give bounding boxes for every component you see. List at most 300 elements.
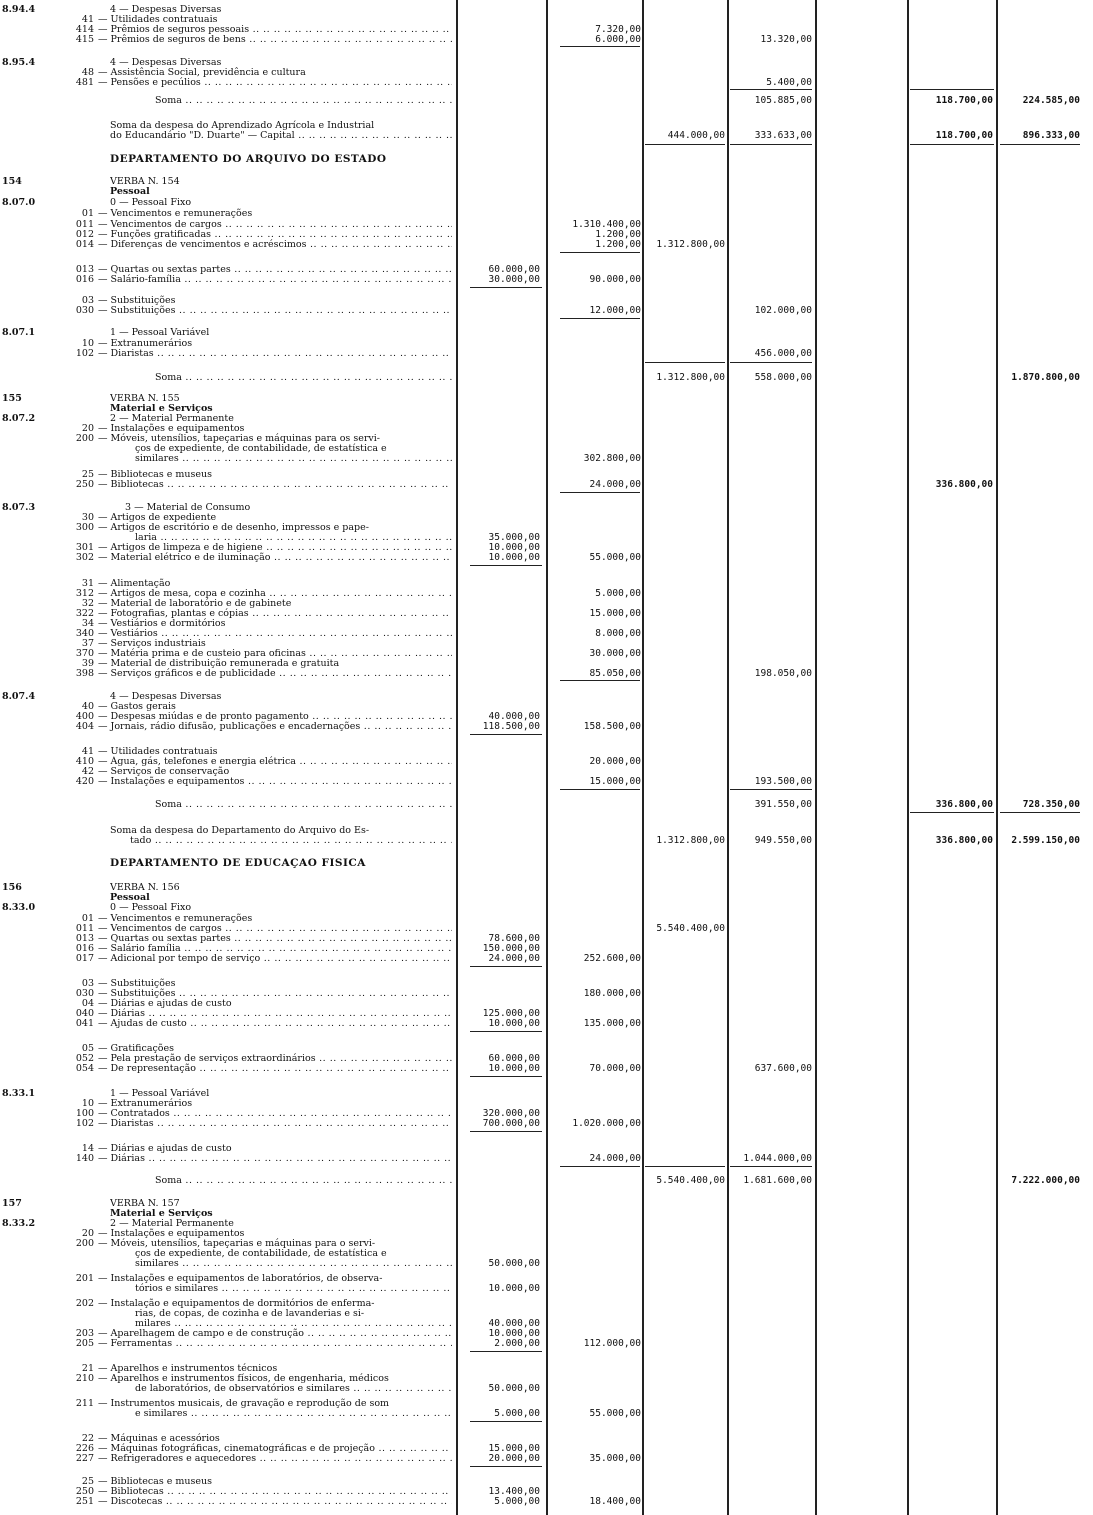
amount-cell: 18.400,00: [589, 1496, 641, 1507]
row-number: 40: [81, 701, 94, 712]
row-description: — Gratificações: [98, 1043, 175, 1054]
row-number: 040: [75, 1008, 94, 1019]
row-description: Material e Serviços: [110, 403, 213, 414]
row-description: 4 — Despesas Diversas: [110, 57, 222, 68]
row-description: — Fotografias, plantas e cópias .. ..: [98, 608, 452, 619]
row-description: 3 — Material de Consumo: [125, 502, 251, 513]
row-description: — Contratados .. ..: [98, 1108, 452, 1119]
amount-cell: 949.550,00: [754, 835, 812, 846]
amount-cell: 10.000,00: [488, 1063, 540, 1074]
subtotal-rule: [470, 1421, 542, 1422]
row-description: — Máquinas e acessórios: [98, 1433, 220, 1444]
row-description: Soma da despesa do Aprendizado Agrícola e Industrial: [110, 120, 375, 131]
row-description: — Vencimentos de cargos .. ..: [98, 923, 452, 934]
row-number: 013: [75, 264, 94, 275]
amount-cell: 50.000,00: [488, 1383, 540, 1394]
row-number: 21: [81, 1363, 94, 1374]
row-description: — Substituições .. ..: [98, 305, 452, 316]
row-number: 030: [75, 988, 94, 999]
table-row: [0, 835, 1093, 846]
amount-cell: 118.700,00: [935, 130, 993, 141]
table-row: [0, 1063, 1093, 1074]
row-description: — Jornais, rádio difusão, publicações e encadernações .. ..: [98, 721, 452, 732]
amount-cell: 320.000,00: [482, 1108, 540, 1119]
row-number: 302: [75, 552, 94, 563]
amount-cell: 1.681.600,00: [743, 1175, 812, 1186]
table-row: [0, 274, 1093, 285]
row-description: — Aparelhos e instrumentos físicos, de engenharia, médicos: [98, 1373, 389, 1384]
amount-cell: 15.000,00: [488, 1443, 540, 1454]
row-number: 200: [75, 433, 94, 444]
row-code: 154: [2, 176, 22, 187]
row-description: Pessoal: [110, 186, 150, 197]
row-description: similares .. ..: [135, 453, 452, 464]
row-number: 102: [75, 348, 94, 359]
amount-cell: 1.044.000,00: [743, 1153, 812, 1164]
amount-cell: 193.500,00: [754, 776, 812, 787]
row-code: 8.07.3: [2, 502, 36, 513]
amount-cell: 105.885,00: [754, 95, 812, 106]
row-description: — Água, gás, telefones e energia elétrica .. ..: [98, 756, 452, 767]
amount-cell: 5.540.400,00: [656, 923, 725, 934]
row-number: 481: [75, 77, 94, 88]
amount-cell: 125.000,00: [482, 1008, 540, 1019]
amount-cell: 1.870.800,00: [1011, 372, 1080, 383]
row-description: DEPARTAMENTO DE EDUCAÇÃO FÍSICA: [110, 858, 366, 869]
row-description: Pessoal: [110, 892, 150, 903]
row-description: — Instalações e equipamentos de laboratórios, de observa-: [98, 1273, 383, 1284]
amount-cell: 20.000,00: [488, 1453, 540, 1464]
subtotal-rule: [560, 252, 640, 253]
row-number: 030: [75, 305, 94, 316]
row-description: — Artigos de expediente: [98, 512, 217, 523]
amount-cell: 2.000,00: [494, 1338, 540, 1349]
subtotal-rule: [1000, 812, 1080, 813]
row-number: 102: [75, 1118, 94, 1129]
row-description: similares .. ..: [135, 1258, 452, 1269]
subtotal-rule: [910, 89, 994, 90]
row-number: 30: [81, 512, 94, 523]
row-description: — Salário-família .. ..: [98, 274, 452, 285]
amount-cell: 112.000,00: [583, 1338, 641, 1349]
row-number: 404: [75, 721, 94, 732]
subtotal-rule: [470, 1031, 542, 1032]
subtotal-rule: [470, 1351, 542, 1352]
row-description: — Gastos gerais: [98, 701, 176, 712]
row-number: 05: [81, 1043, 94, 1054]
row-description: — Diárias .. ..: [98, 1008, 452, 1019]
row-description: — Móveis, utensílios, tapeçarias e máquinas para o servi-: [98, 1238, 376, 1249]
table-row: [0, 479, 1093, 490]
amount-cell: 13.400,00: [488, 1486, 540, 1497]
row-number: 42: [81, 766, 94, 777]
row-description: rias, de copas, de cozinha e de lavanderias e si-: [135, 1308, 365, 1319]
row-code: 8.07.1: [2, 327, 36, 338]
amount-cell: 10.000,00: [488, 1018, 540, 1029]
subtotal-rule: [730, 362, 812, 363]
table-row: [0, 197, 1093, 208]
row-number: 48: [81, 67, 94, 78]
row-number: 414: [75, 24, 94, 35]
row-number: 205: [75, 1338, 94, 1349]
amount-cell: 40.000,00: [488, 1318, 540, 1329]
row-description: ços de expediente, de contabilidade, de estatística e: [135, 1248, 387, 1259]
amount-cell: 12.000,00: [589, 305, 641, 316]
amount-cell: 896.333,00: [1022, 130, 1080, 141]
row-description: — Instrumentos musicais, de gravação e reprodução de som: [98, 1398, 390, 1409]
subtotal-rule: [560, 318, 640, 319]
subtotal-rule: [470, 966, 542, 967]
row-description: — Instalações e equipamentos: [98, 1228, 245, 1239]
row-number: 03: [81, 295, 94, 306]
amount-cell: 150.000,00: [482, 943, 540, 954]
row-description: VERBA N. 154: [110, 176, 180, 187]
row-number: 04: [81, 998, 94, 1009]
amount-cell: 336.800,00: [935, 799, 993, 810]
row-number: 01: [81, 208, 94, 219]
row-description: — Pela prestação de serviços extraordinários .. ..: [98, 1053, 452, 1064]
row-description: Soma .. ..: [155, 95, 452, 106]
subtotal-rule: [470, 734, 542, 735]
table-row: [0, 1018, 1093, 1029]
row-description: — Extranumerários: [98, 338, 193, 349]
subtotal-rule: [470, 1466, 542, 1467]
row-description: DEPARTAMENTO DO ARQUIVO DO ESTADO: [110, 154, 387, 165]
subtotal-rule: [560, 492, 640, 493]
amount-cell: 15.000,00: [589, 608, 641, 619]
amount-cell: 391.550,00: [754, 799, 812, 810]
row-number: 011: [75, 219, 94, 230]
amount-cell: 8.000,00: [595, 628, 641, 639]
row-number: 140: [75, 1153, 94, 1164]
amount-cell: 10.000,00: [488, 1283, 540, 1294]
table-row: [0, 34, 1093, 45]
amount-cell: 2.599.150,00: [1011, 835, 1080, 846]
row-description: — Assistência Social, previdência e cultura: [98, 67, 306, 78]
row-number: 14: [81, 1143, 94, 1154]
row-description: VERBA N. 155: [110, 393, 180, 404]
amount-cell: 637.600,00: [754, 1063, 812, 1074]
row-description: — Bibliotecas e museus: [98, 1476, 212, 1487]
row-number: 20: [81, 1228, 94, 1239]
row-description: — Móveis, utensílios, tapeçarias e máquinas para os servi-: [98, 433, 380, 444]
row-description: — Diaristas .. ..: [98, 348, 452, 359]
amount-cell: 7.320,00: [595, 24, 641, 35]
amount-cell: 252.600,00: [583, 953, 641, 964]
row-number: 25: [81, 469, 94, 480]
table-row: [0, 186, 1093, 197]
row-code: 8.33.0: [2, 902, 36, 913]
row-number: 202: [75, 1298, 94, 1309]
amount-cell: 102.000,00: [754, 305, 812, 316]
subtotal-rule: [730, 789, 812, 790]
row-number: 370: [75, 648, 94, 659]
row-description: — Discotecas .. ..: [98, 1496, 452, 1507]
amount-cell: 1.312.800,00: [656, 239, 725, 250]
row-description: milares .. ..: [135, 1318, 452, 1329]
row-code: 8.33.1: [2, 1088, 36, 1099]
row-number: 410: [75, 756, 94, 767]
row-number: 017: [75, 953, 94, 964]
row-description: — Funções gratificadas .. ..: [98, 229, 452, 240]
table-row: [0, 1283, 1093, 1294]
row-description: — Serviços de conservação: [98, 766, 230, 777]
row-description: 0 — Pessoal Fixo: [110, 902, 192, 913]
row-description: Soma .. ..: [155, 799, 452, 810]
amount-cell: 118.700,00: [935, 95, 993, 106]
row-description: — Aparelhagem de campo e de construção .. ..: [98, 1328, 452, 1339]
table-row: [0, 1496, 1093, 1507]
row-number: 211: [75, 1398, 94, 1409]
subtotal-rule: [560, 680, 640, 681]
row-description: — Substituições: [98, 978, 176, 989]
amount-cell: 336.800,00: [935, 835, 993, 846]
row-description: de laboratórios, de observatórios e similares .. ..: [135, 1383, 452, 1394]
table-row: [0, 1118, 1093, 1129]
row-description: — Diárias e ajudas de custo: [98, 1143, 232, 1154]
row-description: — Quartas ou sextas partes .. ..: [98, 264, 452, 275]
table-row: [0, 1338, 1093, 1349]
subtotal-rule: [910, 144, 994, 145]
row-description: — Instalações e equipamentos: [98, 423, 245, 434]
row-description: — Substituições: [98, 295, 176, 306]
amount-cell: 50.000,00: [488, 1258, 540, 1269]
row-code: 155: [2, 393, 22, 404]
row-number: 054: [75, 1063, 94, 1074]
table-row: [0, 1153, 1093, 1164]
amount-cell: 55.000,00: [589, 552, 641, 563]
amount-cell: 24.000,00: [589, 479, 641, 490]
subtotal-rule: [730, 89, 812, 90]
table-row: [0, 1258, 1093, 1269]
amount-cell: 90.000,00: [589, 274, 641, 285]
amount-cell: 158.500,00: [583, 721, 641, 732]
row-description: Soma da despesa do Departamento do Arquivo do Es-: [110, 825, 370, 836]
row-number: 37: [81, 638, 94, 649]
amount-cell: 118.500,00: [482, 721, 540, 732]
amount-cell: 1.200,00: [595, 239, 641, 250]
row-number: 201: [75, 1273, 94, 1284]
table-row: [0, 305, 1093, 316]
subtotal-rule: [560, 789, 640, 790]
row-number: 41: [81, 746, 94, 757]
row-number: 041: [75, 1018, 94, 1029]
amount-cell: 444.000,00: [667, 130, 725, 141]
amount-cell: 135.000,00: [583, 1018, 641, 1029]
row-number: 100: [75, 1108, 94, 1119]
amount-cell: 302.800,00: [583, 453, 641, 464]
row-description: 1 — Pessoal Variável: [110, 1088, 210, 1099]
row-number: 300: [75, 522, 94, 533]
row-description: — Máquinas fotográficas, cinematográficas e de projeção .. ..: [98, 1443, 452, 1454]
table-row: [0, 327, 1093, 338]
amount-cell: 336.800,00: [935, 479, 993, 490]
subtotal-rule: [470, 565, 542, 566]
amount-cell: 35.000,00: [589, 1453, 641, 1464]
row-description: 4 — Despesas Diversas: [110, 691, 222, 702]
table-row: [0, 1383, 1093, 1394]
row-description: — Salário família .. ..: [98, 943, 452, 954]
table-row: [0, 902, 1093, 913]
row-description: tórios e similares .. ..: [135, 1283, 452, 1294]
amount-cell: 6.000,00: [595, 34, 641, 45]
table-row: [0, 552, 1093, 563]
table-row: [0, 77, 1093, 88]
table-row: [0, 721, 1093, 732]
row-description: — Extranumerários: [98, 1098, 193, 1109]
row-description: — Diaristas .. ..: [98, 1118, 452, 1129]
row-description: — Ajudas de custo .. ..: [98, 1018, 452, 1029]
row-description: 2 — Material Permanente: [110, 413, 234, 424]
amount-cell: 10.000,00: [488, 1328, 540, 1339]
table-row: [0, 1408, 1093, 1419]
amount-cell: 78.600,00: [488, 933, 540, 944]
row-number: 011: [75, 923, 94, 934]
row-description: — Utilidades contratuais: [98, 746, 218, 757]
table-row: [0, 858, 1093, 869]
row-description: — Vestiários .. ..: [98, 628, 452, 639]
row-description: — Serviços gráficos e de publicidade .. ..: [98, 668, 452, 679]
row-description: — Diferenças de vencimentos e acréscimos .. ..: [98, 239, 452, 250]
subtotal-rule: [560, 46, 640, 47]
row-number: 203: [75, 1328, 94, 1339]
amount-cell: 24.000,00: [488, 953, 540, 964]
row-description: 4 — Despesas Diversas: [110, 4, 222, 15]
row-code: 8.07.2: [2, 413, 36, 424]
amount-cell: 13.320,00: [760, 34, 812, 45]
row-description: — Material de distribuição remunerada e gratuita: [98, 658, 340, 669]
amount-cell: 40.000,00: [488, 711, 540, 722]
row-number: 210: [75, 1373, 94, 1384]
row-description: — De representação .. ..: [98, 1063, 452, 1074]
table-row: [0, 130, 1093, 141]
subtotal-rule: [560, 1166, 640, 1167]
row-description: — Alimentação: [98, 578, 171, 589]
row-number: 340: [75, 628, 94, 639]
row-number: 22: [81, 1433, 94, 1444]
row-description: — Adicional por tempo de serviço .. ..: [98, 953, 452, 964]
amount-cell: 1.200,00: [595, 229, 641, 240]
row-description: 0 — Pessoal Fixo: [110, 197, 192, 208]
row-number: 012: [75, 229, 94, 240]
row-description: Soma .. ..: [155, 1175, 452, 1186]
table-row: [0, 239, 1093, 250]
row-description: VERBA N. 157: [110, 1198, 180, 1209]
amount-cell: 5.400,00: [766, 77, 812, 88]
subtotal-rule: [470, 287, 542, 288]
row-number: 312: [75, 588, 94, 599]
row-description: VERBA N. 156: [110, 882, 180, 893]
amount-cell: 60.000,00: [488, 264, 540, 275]
amount-cell: 224.585,00: [1022, 95, 1080, 106]
amount-cell: 60.000,00: [488, 1053, 540, 1064]
row-description: Soma .. ..: [155, 372, 452, 383]
row-description: — Vestiários e dormitórios: [98, 618, 226, 629]
row-description: — Diárias e ajudas de custo: [98, 998, 232, 1009]
table-row: [0, 372, 1093, 383]
table-row: [0, 154, 1093, 165]
row-description: — Despesas miúdas e de pronto pagamento .. ..: [98, 711, 452, 722]
row-number: 10: [81, 1098, 94, 1109]
row-description: — Artigos de mesa, copa e cozinha .. ..: [98, 588, 452, 599]
table-row: [0, 776, 1093, 787]
table-row: [0, 95, 1093, 106]
amount-cell: 5.540.400,00: [656, 1175, 725, 1186]
table-row: [0, 348, 1093, 359]
amount-cell: 10.000,00: [488, 542, 540, 553]
row-description: — Material elétrico e de iluminação .. ..: [98, 552, 452, 563]
amount-cell: 1.310.400,00: [572, 219, 641, 230]
table-row: [0, 1175, 1093, 1186]
subtotal-rule: [645, 362, 725, 363]
row-code: 8.33.2: [2, 1218, 36, 1229]
table-row: [0, 799, 1093, 810]
row-number: 34: [81, 618, 94, 629]
row-number: 226: [75, 1443, 94, 1454]
row-description: e similares .. ..: [135, 1408, 452, 1419]
subtotal-rule: [730, 1166, 812, 1167]
row-description: — Material de laboratório e de gabinete: [98, 598, 292, 609]
row-code: 8.95.4: [2, 57, 36, 68]
row-description: — Instalações e equipamentos .. ..: [98, 776, 452, 787]
row-number: 10: [81, 338, 94, 349]
amount-cell: 558.000,00: [754, 372, 812, 383]
row-number: 41: [81, 14, 94, 25]
row-code: 8.07.4: [2, 691, 36, 702]
table-row: [0, 1453, 1093, 1464]
amount-cell: 10.000,00: [488, 552, 540, 563]
subtotal-rule: [910, 812, 994, 813]
row-number: 227: [75, 1453, 94, 1464]
amount-cell: 180.000,00: [583, 988, 641, 999]
row-number: 301: [75, 542, 94, 553]
amount-cell: 30.000,00: [488, 274, 540, 285]
amount-cell: 5.000,00: [494, 1496, 540, 1507]
row-number: 01: [81, 913, 94, 924]
subtotal-rule: [470, 1131, 542, 1132]
row-description: — Instalação e equipamentos de dormitórios de enferma-: [98, 1298, 375, 1309]
row-description: — Prêmios de seguros pessoais .. ..: [98, 24, 452, 35]
row-number: 39: [81, 658, 94, 669]
row-number: 251: [75, 1496, 94, 1507]
subtotal-rule: [470, 1076, 542, 1077]
amount-cell: 55.000,00: [589, 1408, 641, 1419]
row-number: 250: [75, 1486, 94, 1497]
amount-cell: 24.000,00: [589, 1153, 641, 1164]
row-number: 25: [81, 1476, 94, 1487]
row-description: Material e Serviços: [110, 1208, 213, 1219]
amount-cell: 456.000,00: [754, 348, 812, 359]
amount-cell: 198.050,00: [754, 668, 812, 679]
table-row: [0, 668, 1093, 679]
subtotal-rule: [645, 1166, 725, 1167]
row-number: 014: [75, 239, 94, 250]
amount-cell: 700.000,00: [482, 1118, 540, 1129]
row-description: 2 — Material Permanente: [110, 1218, 234, 1229]
row-description: — Artigos de escritório e de desenho, impressos e pape-: [98, 522, 369, 533]
subtotal-rule: [645, 144, 725, 145]
row-description: — Vencimentos e remunerações: [98, 913, 253, 924]
row-description: — Bibliotecas .. ..: [98, 479, 452, 490]
row-description: — Vencimentos e remunerações: [98, 208, 253, 219]
amount-cell: 35.000,00: [488, 532, 540, 543]
row-description: — Ferramentas .. ..: [98, 1338, 452, 1349]
row-number: 016: [75, 943, 94, 954]
amount-cell: 1.312.800,00: [656, 372, 725, 383]
amount-cell: 333.633,00: [754, 130, 812, 141]
amount-cell: 15.000,00: [589, 776, 641, 787]
row-description: — Bibliotecas e museus: [98, 469, 212, 480]
